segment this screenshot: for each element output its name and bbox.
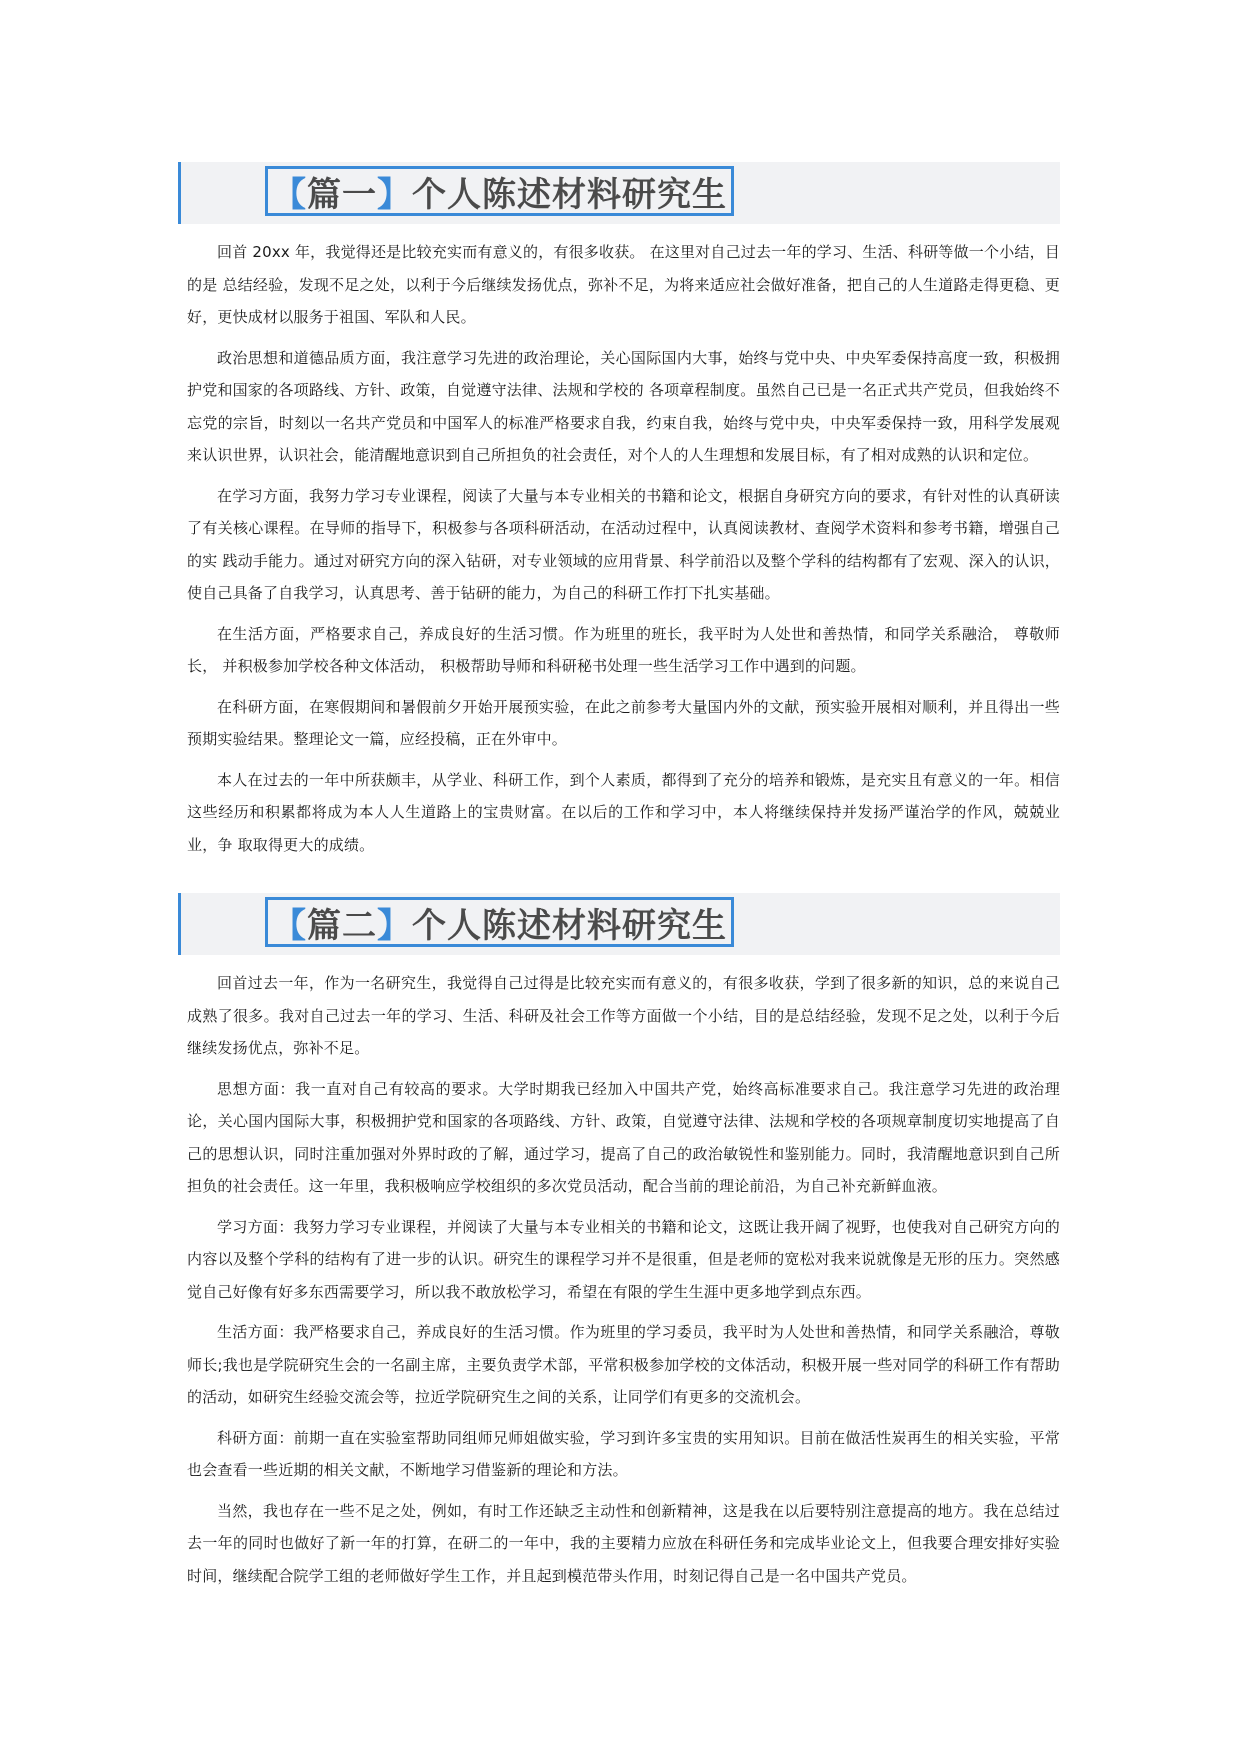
title-text: 个人陈述材料研究生 bbox=[412, 174, 727, 215]
paragraph: 在科研方面，在寒假期间和暑假前夕开始开展预实验，在此之前参考大量国内外的文献，预实验开展相对顺利，并且得出一些预期实验结果。整理论文一篇，应经投稿，正在外审中。 bbox=[187, 697, 1060, 748]
paragraph: 政治思想和道德品质方面，我注意学习先进的政治理论，关心国际国内大事，始终与党中央、中央军委保持高度一致，积极拥护党和国家的各项路线、方针、政策，自觉遵守法律、法规和学校的 各项章程制度。虽然自己已是一名正式共产党员，但我始终不忘党的宗旨，时刻以一名共产党员和中国军人的标准严格要求自我，约束自我，始终与党中央，中央军委保持一致，用科学发展观来认识世界，认识社会，能清醒地意识到自己所担负的社会责任，对个人的人生理想和发展目标，有了相对成熟的认识和定位。 bbox=[187, 348, 1060, 464]
section-header-2 bbox=[178, 893, 1060, 955]
section-title-box-2 bbox=[265, 897, 734, 947]
section-title-2 bbox=[272, 898, 727, 947]
paragraph: 生活方面：我严格要求自己，养成良好的生活习惯。作为班里的学习委员，我平时为人处世和善热情，和同学关系融洽，尊敬师长;我也是学院研究生会的一名副主席，主要负责学术部，平常积极参加学校的文体活动，积极开展一些对同学的科研工作有帮助的活动，如研究生经验交流会等，拉近学院研究生之间的关系，让同学们有更多的交流机会。 bbox=[187, 1323, 1060, 1406]
paragraph: 回首 20xx 年，我觉得还是比较充实而有意义的，有很多收获。 在这里对自己过去一年的学习、生活、科研等做一个小结，目的是 总结经验，发现不足之处，以利于今后继续发扬优点，弥补不足，为将来适应社会做好准备，把自己的人生道路走得更稳、更好，更快成材以服务于祖国、军队和人民。 bbox=[187, 243, 1060, 326]
section-title-box-1 bbox=[265, 166, 734, 216]
title-number: 篇二 bbox=[307, 905, 377, 946]
title-text: 个人陈述材料研究生 bbox=[412, 905, 727, 946]
paragraph: 思想方面：我一直对自己有较高的要求。大学时期我已经加入中国共产党，始终高标准要求自己。我注意学习先进的政治理论，关心国内国际大事，积极拥护党和国家的各项路线、方针、政策，自觉遵守法律、法规和学校的各项规章制度切实地提高了自己的思想认识，同时注重加强对外界时政的了解，通过学习，提高了自己的政治敏锐性和鉴别能力。同时，我清醒地意识到自己所担负的社会责任。这一年里，我积极响应学校组织的多次党员活动，配合当前的理论前沿，为自己补充新鲜血液。 bbox=[187, 1079, 1060, 1195]
title-bracket-close: 】 bbox=[377, 905, 412, 946]
paragraph: 回首过去一年，作为一名研究生，我觉得自己过得是比较充实而有意义的，有很多收获，学到了很多新的知识，总的来说自己成熟了很多。我对自己过去一年的学习、生活、科研及社会工作等方面做一个小结，目的是总结经验，发现不足之处，以利于今后继续发扬优点，弥补不足。 bbox=[187, 974, 1060, 1057]
section-header-1 bbox=[178, 162, 1060, 224]
paragraph: 在生活方面，严格要求自己，养成良好的生活习惯。作为班里的班长，我平时为人处世和善热情，和同学关系融洽， 尊敬师长， 并积极参加学校各种文体活动， 积极帮助导师和科研秘书处理一些生活学习工作中遇到的问题。 bbox=[187, 624, 1060, 675]
title-number: 篇一 bbox=[307, 174, 377, 215]
title-bracket-open: 【 bbox=[272, 174, 307, 215]
paragraph: 学习方面：我努力学习专业课程，并阅读了大量与本专业相关的书籍和论文，这既让我开阔了视野，也使我对自己研究方向的内容以及整个学科的结构有了进一步的认识。研究生的课程学习并不是很重，但是老师的宽松对我来说就像是无形的压力。突然感觉自己好像有好多东西需要学习，所以我不敢放松学习，希望在有限的学生生涯中更多地学到点东西。 bbox=[187, 1217, 1060, 1301]
paragraph: 科研方面：前期一直在实验室帮助同组师兄师姐做实验，学习到许多宝贵的实用知识。目前在做活性炭再生的相关实验，平常也会查看一些近期的相关文献，不断地学习借鉴新的理论和方法。 bbox=[187, 1428, 1060, 1479]
section-title-1 bbox=[272, 167, 727, 216]
paragraph: 在学习方面，我努力学习专业课程，阅读了大量与本专业相关的书籍和论文，根据自身研究方向的要求，有针对性的认真研读了有关核心课程。在导师的指导下，积极参与各项科研活动，在活动过程中，认真阅读教材、查阅学术资料和参考书籍，增强自己的实 践动手能力。通过对研究方向的深入钻研，对专业领域的应用背景、科学前沿以及整个学科的结构都有了宏观、深入的认识，使自己具备了自我学习，认真思考、善于钻研的能力，为自己的科研工作打下扎实基础。 bbox=[187, 486, 1060, 602]
paragraph: 当然，我也存在一些不足之处，例如，有时工作还缺乏主动性和创新精神，这是我在以后要特别注意提高的地方。我在总结过去一年的同时也做好了新一年的打算，在研二的一年中，我的主要精力应放在科研任务和完成毕业论文上，但我要合理安排好实验时间，继续配合院学工组的老师做好学生工作，并且起到模范带头作用，时刻记得自己是一名中国共产党员。 bbox=[187, 1501, 1060, 1585]
section-body-1 bbox=[187, 236, 1060, 869]
paragraph: 本人在过去的一年中所获颇丰，从学业、科研工作，到个人素质，都得到了充分的培养和锻炼，是充实且有意义的一年。相信这些经历和积累都将成为本人人生道路上的宝贵财富。在以后的工作和学习中，本人将继续保持并发扬严谨治学的作风，兢兢业业，争 取取得更大的成绩。 bbox=[187, 770, 1060, 854]
title-bracket-close: 】 bbox=[377, 174, 412, 215]
title-bracket-open: 【 bbox=[272, 905, 307, 946]
section-body-2 bbox=[187, 967, 1060, 1600]
